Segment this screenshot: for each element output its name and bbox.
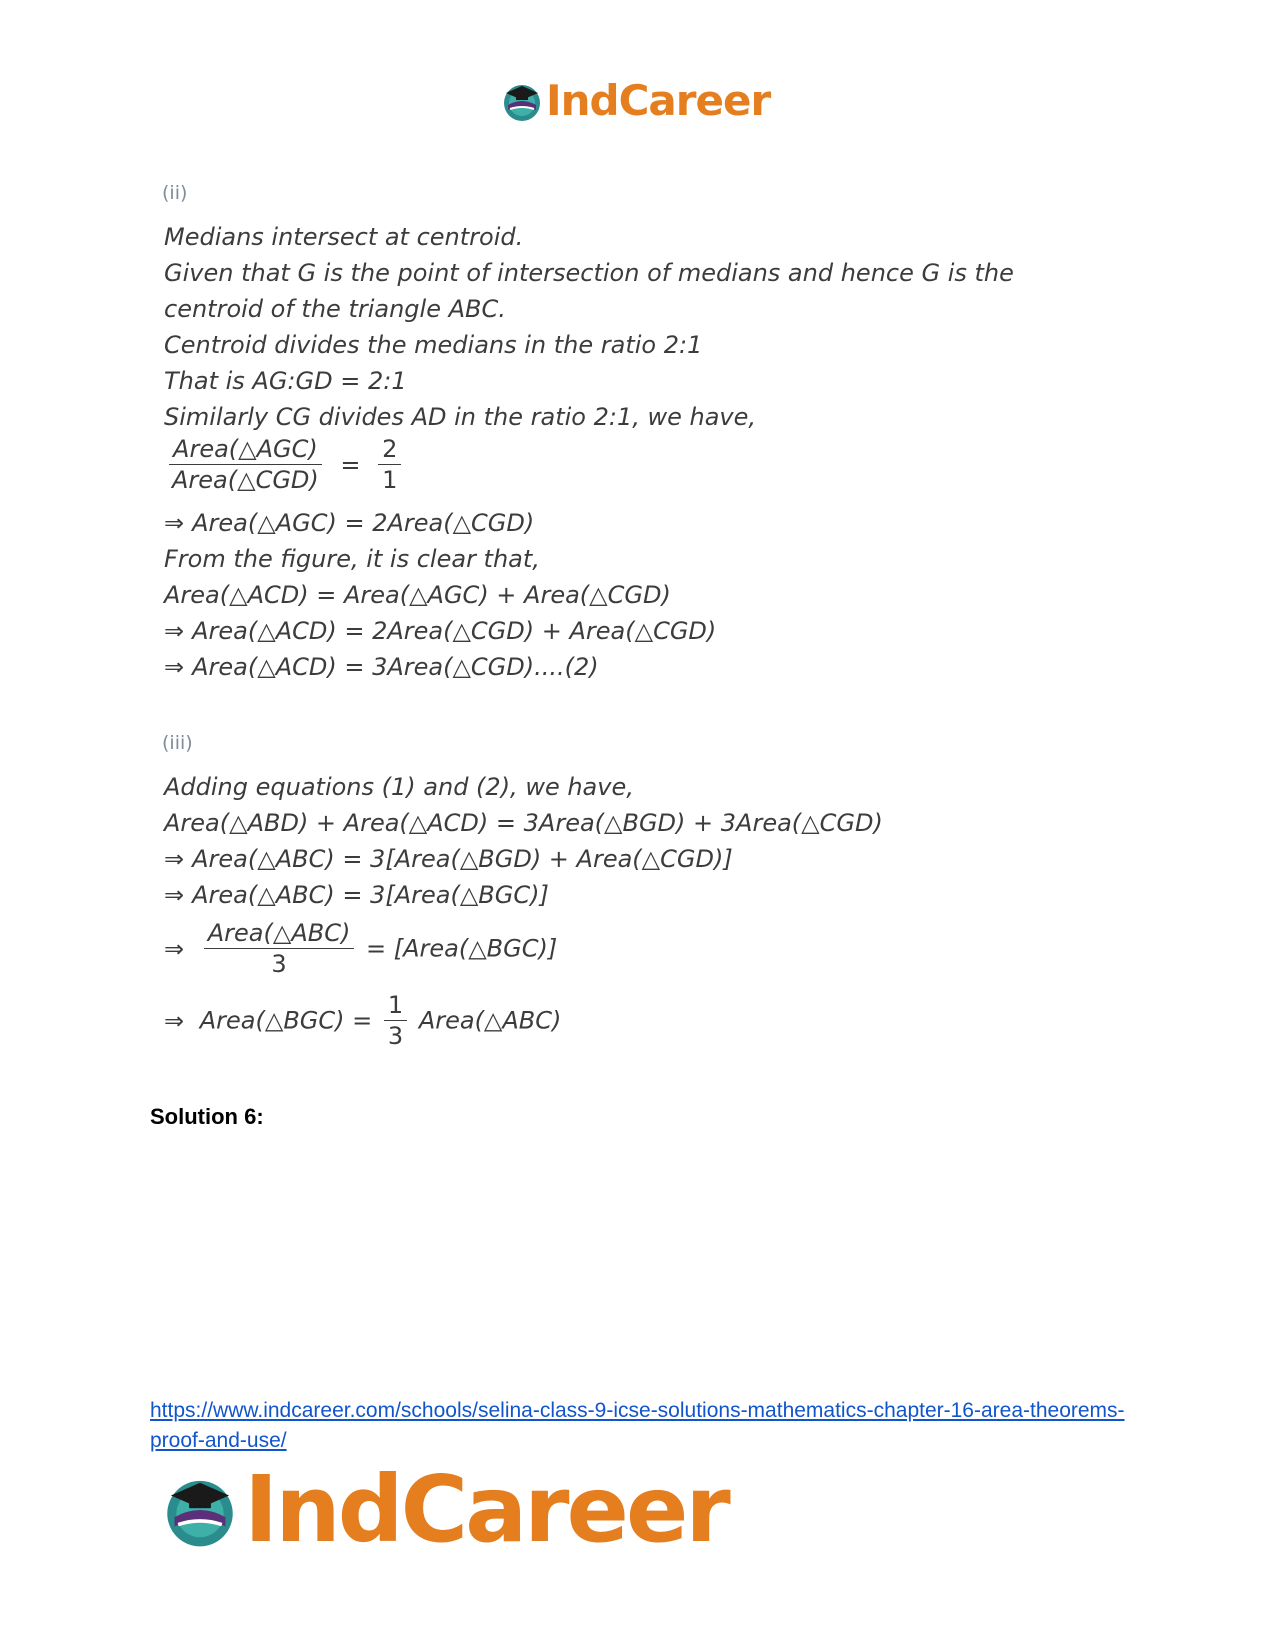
line-iii-3 xyxy=(164,844,733,874)
line-ii-8 xyxy=(164,508,534,538)
header-logo-text: IndCareer xyxy=(546,76,771,125)
graduation-cap-globe-icon xyxy=(500,79,544,123)
implies-arrow: ⇒ xyxy=(164,845,185,873)
fraction-denominator: Area(△CGD) xyxy=(172,466,319,494)
equation-rhs: Area(△ABC) xyxy=(418,1006,562,1035)
line-ii-1: Medians intersect at centroid. xyxy=(164,223,524,251)
header-logo xyxy=(500,76,770,125)
footer-url-link[interactable]: https://www.indcareer.com/schools/selina-class-9-icse-solutions-mathematics-chapter-16-area-theorems-proof-and-use/ xyxy=(150,1399,1125,1452)
graduation-cap-globe-icon xyxy=(160,1470,240,1550)
fraction-denominator: 3 xyxy=(387,1022,404,1050)
line-ii-2: Given that G is the point of intersection of medians and hence G is the xyxy=(164,259,1014,287)
implies-arrow: ⇒ xyxy=(164,881,185,909)
footer-logo-text: IndCareer xyxy=(244,1456,728,1563)
line-iii-2: Area(△ABD) + Area(△ACD) = 3Area(△BGD) + 3Area(△CGD) xyxy=(164,809,883,837)
fraction-area-abc-over-three xyxy=(204,918,355,979)
implies-arrow: ⇒ xyxy=(164,1006,185,1035)
line-ii-9: From the figure, it is clear that, xyxy=(164,545,540,573)
line-ii-5: That is AG:GD = 2:1 xyxy=(164,367,407,395)
fraction-numerator: Area(△ABC) xyxy=(204,918,355,949)
solution-heading: Solution 6: xyxy=(150,1104,264,1129)
line-iii-1: Adding equations (1) and (2), we have, xyxy=(164,773,634,801)
part-label-ii: (ii) xyxy=(162,182,188,204)
equation-rhs: = [Area(△BGC)] xyxy=(365,934,558,963)
implies-arrow: ⇒ xyxy=(164,934,185,963)
fraction-denominator: 1 xyxy=(382,466,398,494)
line-iii-4 xyxy=(164,880,549,910)
implies-arrow: ⇒ xyxy=(164,509,185,537)
implies-arrow: ⇒ xyxy=(164,653,185,681)
fraction-area-ratio xyxy=(168,434,323,495)
line-ii-12 xyxy=(164,652,599,682)
equation-text: Area(△ACD) = 3Area(△CGD)....(2) xyxy=(192,653,599,681)
equation-text: Area(△ABC) = 3[Area(△BGC)] xyxy=(192,881,549,909)
line-ii-3: centroid of the triangle ABC. xyxy=(164,295,506,323)
fraction-one-third xyxy=(384,990,407,1051)
equation-text: Area(△AGC) = 2Area(△CGD) xyxy=(192,509,535,537)
line-ii-6: Similarly CG divides AD in the ratio 2:1, we have, xyxy=(164,403,757,431)
fraction-equation-abc-over-3 xyxy=(164,918,557,979)
equation-lhs: Area(△BGC) = xyxy=(199,1006,373,1035)
line-ii-4: Centroid divides the medians in the ratio 2:1 xyxy=(164,331,703,359)
equation-text: Area(△ABC) = 3[Area(△BGD) + Area(△CGD)] xyxy=(192,845,733,873)
fraction-numerator: Area(△AGC) xyxy=(169,434,322,465)
fraction-equation-bgc xyxy=(164,990,561,1051)
implies-arrow: ⇒ xyxy=(164,617,185,645)
fraction-equation-agc-cgd xyxy=(164,434,405,495)
equals-sign: = xyxy=(340,450,361,479)
line-ii-10: Area(△ACD) = Area(△AGC) + Area(△CGD) xyxy=(164,581,671,609)
footer-logo xyxy=(160,1456,728,1563)
fraction-two-over-one xyxy=(378,434,401,495)
fraction-numerator: 1 xyxy=(384,990,407,1021)
part-label-iii: (iii) xyxy=(162,732,193,754)
line-ii-11 xyxy=(164,616,716,646)
fraction-denominator: 3 xyxy=(271,950,287,978)
fraction-numerator: 2 xyxy=(378,434,401,465)
equation-text: Area(△ACD) = 2Area(△CGD) + Area(△CGD) xyxy=(192,617,717,645)
